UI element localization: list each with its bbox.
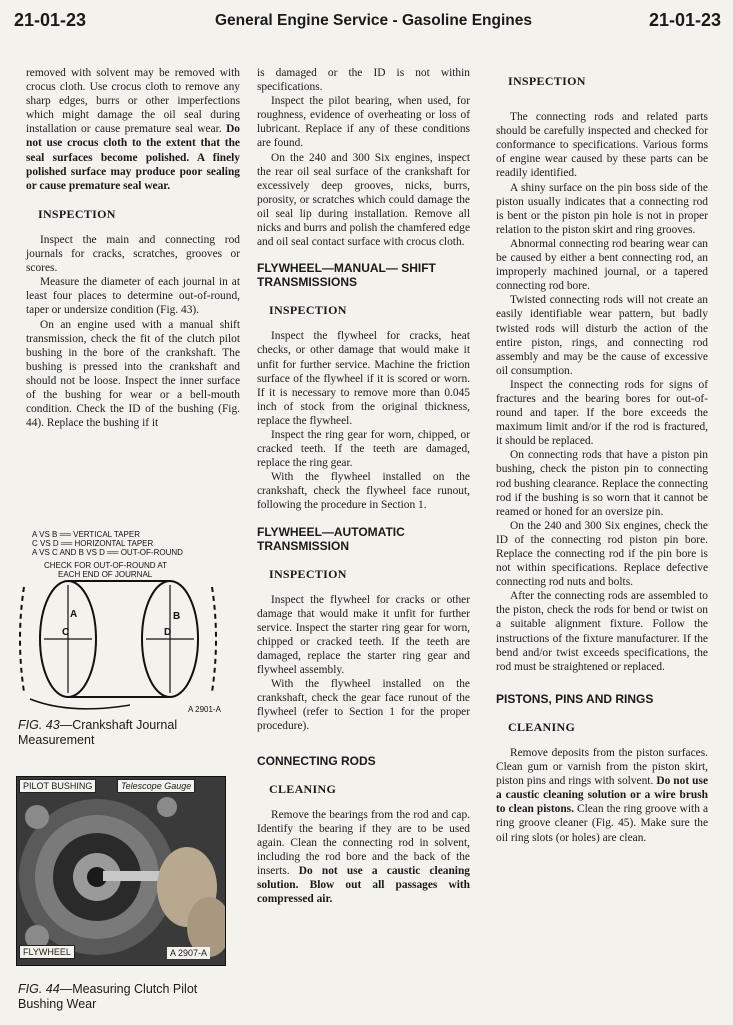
section-heading-connecting-rods: CONNECTING RODS: [257, 753, 376, 768]
paragraph: On connecting rods that have a piston pin bushing, check the piston pin to connecting rod bushing clearance. Replace the connecting rod if the bushing is so worn that it cannot be reamed or honed for an oversize pin.: [496, 449, 708, 518]
figure-44-photo: [16, 776, 226, 966]
measure-arrows: [44, 585, 194, 693]
paragraph: With the flywheel installed on the crankshaft, check the flywheel face runout, following the procedure in Section 1.: [257, 471, 470, 512]
paragraph-text: Clean the ring groove with a ring groove cleaner (Fig. 45). Make sure the oil ring slots (or holes) are clean.: [496, 803, 709, 844]
paragraph-text: Remove the bearings from the rod and cap. Identify the bearing if they are to be used again. Clean the connecting rod in solvent, including the rod bore and the back of the inserts.: [257, 808, 470, 878]
paragraph: [496, 746, 708, 845]
paragraph: On the 240 and 300 Six engines, inspect the rear oil seal surface of the crankshaft for excessively deep grooves, nicks, burrs, porosity, or scratches which could damage the oil seal lip during installation. Remove all nicks and burrs and polish the chamfered edge and oil seal contact surface with crocus cloth.: [257, 151, 470, 249]
paragraph: [257, 808, 470, 907]
column-1: [26, 66, 240, 430]
label-b: B: [173, 611, 181, 622]
paragraph-text: Remove deposits from the piston surfaces. Clean gum or varnish from the piston skirt, piston pins and rings with solvent.: [496, 746, 708, 788]
paragraph: The connecting rods and related parts should be carefully inspected and checked for conformance to specifications. Various forms of engine wear caused by these parts can be readily identified.: [496, 111, 708, 180]
paragraph: Inspect the flywheel for cracks, heat checks, or other damage that would make it unfit for further service. Machine the friction surface of the flywheel if it is scored or worn. If it is necessary to remove more than 0.045 inch of stock from the original thickness, replace the flywheel.: [257, 330, 470, 427]
column-3: [496, 66, 708, 845]
caption-figure-number: FIG. 44: [18, 982, 60, 996]
paragraph: Abnormal connecting rod bearing wear can be caused by either a bent connecting rod, an improperly machined journal, or a tapered connecting rod bore.: [496, 237, 708, 293]
legend-line-2: C VS D ══ HORIZONTAL TAPER: [32, 539, 154, 548]
section-heading: INSPECTION: [38, 206, 116, 221]
check-note-1: CHECK FOR OUT-OF-ROUND AT: [44, 561, 167, 570]
section-heading: INSPECTION: [269, 303, 347, 318]
journal-diagram: [10, 527, 236, 717]
section-heading-pistons: PISTONS, PINS AND RINGS: [496, 691, 654, 706]
warning-text: Do not use a caustic cleaning solution or a wire brush to clean pistons.: [496, 775, 709, 816]
caption-text: —Measuring Clutch Pilot: [59, 982, 198, 996]
page-header: [0, 0, 733, 46]
label-pilot-bushing: PILOT BUSHING: [19, 779, 96, 793]
page-title: General Engine Service - Gasoline Engines: [215, 12, 533, 29]
label-telescope-gauge: Telescope Gauge: [117, 779, 195, 793]
figure-code: A 2901-A: [188, 705, 221, 714]
section-heading-flywheel-automatic: FLYWHEEL—AUTOMATIC TRANSMISSION: [257, 524, 405, 553]
paragraph: Inspect the flywheel for cracks or other damage that would make it unfit for further service. Inspect the starter ring gear for worn, chipped or cracked teeth. If the teeth are damaged, replace the starter ring gear and flywheel assembly.: [257, 593, 470, 677]
paragraph: [26, 66, 240, 193]
paragraph: Measure the diameter of each journal in at least four places to determine out-of-round, taper or undersize condition (Fig. 43).: [26, 276, 240, 317]
legend-line-1: A VS B ══ VERTICAL TAPER: [32, 530, 140, 539]
paragraph: Inspect the ring gear for worn, chipped, or cracked teeth. If the teeth are damaged, replace the ring gear.: [257, 428, 470, 470]
figure-44-caption: [18, 982, 197, 1012]
journal-cylinder: [20, 581, 216, 709]
paragraph: On an engine used with a manual shift transmission, check the fit of the clutch pilot bushing in the bore of the crankshaft. The bushing is pressed into the crankshaft and should not be loose. Inspect the inner surface of the bushing for wear or a bell-mouth condition. Check the ID of the bushing (Fig. 44). Replace the bushing if it: [26, 318, 240, 430]
paragraph: is damaged or the ID is not within specifications.: [257, 67, 470, 94]
warning-text: Do not use crocus cloth to the extent that the seal surfaces become polished. A finely polished surface may produce poor sealing or cause premature seal wear.: [26, 123, 240, 192]
section-heading-flywheel-manual: FLYWHEEL—MANUAL— SHIFT TRANSMISSIONS: [257, 261, 436, 290]
paragraph: On the 240 and 300 Six engines, check the ID of the connecting rod piston pin bore. Replace the connecting rod if the pin bore is not within specifications. Replace defective connecting rod nuts and bolts.: [496, 519, 708, 589]
caption-text-line2: Bushing Wear: [18, 997, 97, 1011]
legend-line-3: A VS C AND B VS D ══ OUT-OF-ROUND: [32, 548, 183, 557]
label-a: A: [70, 609, 78, 620]
paragraph: After the connecting rods are assembled to the piston, check the rods for bend or twist on a suitable alignment fixture. Follow the instructions of the fixture manufacturer. If the bend and/or twist exceeds specifications, the rod must be straightened or replaced.: [496, 590, 708, 673]
column-2: [257, 66, 470, 906]
paragraph: A shiny surface on the pin boss side of the piston usually indicates that a connecting rod is bent or the piston pin hole is not in proper relation to the piston skirt and ring grooves.: [496, 181, 708, 236]
section-heading: INSPECTION: [508, 74, 586, 88]
section-heading: CLEANING: [508, 719, 576, 734]
label-flywheel: FLYWHEEL: [19, 945, 75, 959]
paragraph: Twisted connecting rods will not create an easily identifiable wear pattern, but badly twisted rods will disturb the action of the entire piston, rings, and connecting rod assembly and may be the cause of excessive oil consumption.: [496, 294, 708, 377]
paragraph: With the flywheel installed on the crankshaft, check the gear face runout of the flywheel (refer to Section 1 for the proper procedure).: [257, 678, 470, 733]
figure-43-caption: [18, 718, 177, 748]
paragraph: Inspect the main and connecting rod journals for cracks, scratches, grooves or scores.: [26, 233, 240, 275]
pilot-bushing-photo: [17, 777, 225, 965]
figure-43-journal-diagram: [10, 527, 236, 717]
page-number-left: 21-01-23: [14, 10, 87, 30]
label-d: D: [164, 627, 172, 638]
paragraph: Inspect the pilot bearing, when used, for roughness, evidence of overheating or loss of lubricant. Replace if any of these conditions are found.: [257, 95, 470, 150]
paragraph: Inspect the connecting rods for signs of fractures and the bearing bores for out-of-round and taper. If the bore exceeds the maximum limit and/or if the rod is fractured, it should be replaced.: [496, 378, 708, 448]
figure-code: A 2907-A: [167, 947, 210, 959]
check-note-2: EACH END OF JOURNAL: [58, 570, 153, 579]
section-heading: INSPECTION: [269, 566, 347, 581]
caption-text-line2: Measurement: [18, 733, 95, 747]
caption-text: —Crankshaft Journal: [59, 718, 178, 732]
section-heading: CLEANING: [269, 781, 337, 796]
page-number-right: 21-01-23: [648, 10, 721, 30]
label-c: C: [62, 627, 70, 638]
caption-figure-number: FIG. 43: [18, 718, 60, 732]
paragraph-text: removed with solvent may be removed with crocus cloth. Use crocus cloth to remove any sharp edges, burrs or other imperfections which might damage the oil seal during installation or cause premature seal wear.: [26, 67, 240, 136]
warning-text: Do not use a caustic cleaning solution. Blow out all passages with compressed air.: [257, 865, 470, 906]
